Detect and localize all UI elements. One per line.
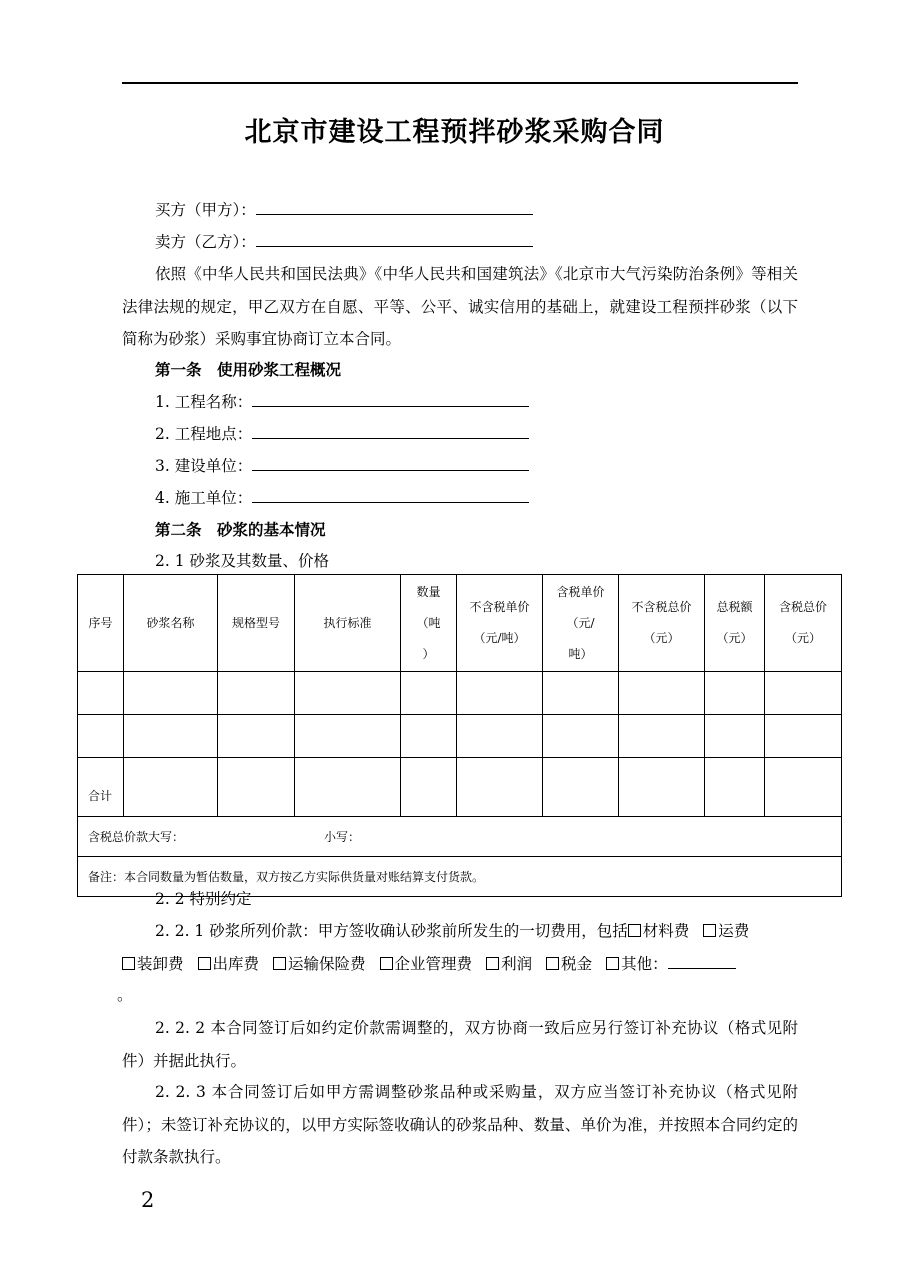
buyer-line [155,198,533,221]
table-cell[interactable] [705,715,765,758]
table-cell[interactable] [705,758,765,817]
header-total-ex-tax-line2: （元） [643,631,680,645]
seller-line [155,230,533,253]
header-total-in-tax-line1: 含税总价 [778,600,827,614]
amount-cell[interactable] [78,817,842,857]
clause-221-line1 [155,920,749,942]
other-blank[interactable] [668,952,736,969]
option-insurance: 运输保险费 [288,955,366,973]
table-row [78,715,842,758]
contractor-label: 4. 施工单位： [155,489,253,507]
buyer-blank [256,198,533,215]
header-name: 砂浆名称 [124,575,218,672]
header-unit-price-in-tax-line2: （元/ [566,615,595,630]
table-cell[interactable] [619,672,705,715]
special-heading: 2. 2 特别约定 [155,890,252,908]
construction-unit-line [155,454,529,477]
option-profit: 利润 [501,955,533,973]
contractor-line [155,486,529,509]
clause-221-line2 [122,952,736,975]
table-cell[interactable] [401,715,457,758]
header-unit-price-ex-tax [457,575,543,672]
table-total-row [78,758,842,817]
checkbox-profit[interactable] [486,957,499,970]
project-name-line [155,390,529,413]
project-name-blank [252,390,529,407]
clause-221-lead: 2. 2. 1 砂浆所列价款：甲方签收确认砂浆前所发生的一切费用，包括 [155,922,628,940]
table-cell[interactable] [124,672,218,715]
header-seq: 序号 [78,575,124,672]
table-cell[interactable] [401,758,457,817]
header-total-ex-tax [619,575,705,672]
project-location-blank [252,422,529,439]
option-loading: 装卸费 [137,955,184,973]
table-cell[interactable] [295,715,401,758]
table-cell[interactable] [218,672,295,715]
table-row [78,672,842,715]
header-unit-price-in-tax [543,575,619,672]
checkbox-other[interactable] [606,957,619,970]
clause-221-end: 。 [117,986,133,1004]
table-cell[interactable] [124,758,218,817]
article2-heading: 第二条 砂浆的基本情况 [155,520,326,539]
clause-223: 2. 2. 3 本合同签订后如甲方需调整砂浆品种或采购量，双方应当签订补充协议（格式见附件）；未签订补充协议的，以甲方实际签收确认的砂浆品种、数量、单价为准，并按照本合同约定的付款条款执行。 [122,1083,798,1166]
table-cell[interactable] [124,715,218,758]
buyer-label: 买方（甲方）： [155,201,256,219]
header-total-tax-line2: （元） [716,631,753,645]
checkbox-tax[interactable] [546,957,559,970]
header-quantity-line2: （吨 [416,615,441,630]
remark-cell: 备注：本合同数量为暂估数量，双方按乙方实际供货量对账结算支付货款。 [78,857,842,897]
amount-upper-label: 含税总价款大写： [88,830,185,844]
table-caption: 2. 1 砂浆及其数量、价格 [155,552,330,570]
header-unit-price-ex-tax-line2: （元/吨） [473,631,526,645]
table-cell[interactable] [78,715,124,758]
header-quantity [401,575,457,672]
header-total-in-tax-line2: （元） [784,631,821,645]
table-cell[interactable] [295,758,401,817]
construction-unit-blank [252,454,529,471]
table-cell[interactable] [78,672,124,715]
table-cell[interactable] [619,715,705,758]
construction-unit-label: 3. 建设单位： [155,457,253,475]
table-header-row [78,575,842,672]
option-material: 材料费 [642,922,690,940]
header-total-tax [705,575,765,672]
option-freight: 运费 [718,922,750,940]
header-unit-price-ex-tax-line1: 不含税单价 [469,600,530,614]
top-rule [122,82,798,84]
header-quantity-line1: 数量 [416,584,441,599]
checkbox-insurance[interactable] [273,957,286,970]
table-cell[interactable] [765,715,842,758]
header-unit-price-in-tax-line1: 含税单价 [556,584,605,599]
header-quantity-line3: ） [422,646,435,661]
contractor-blank [252,486,529,503]
checkbox-material[interactable] [628,924,641,937]
option-other: 其他： [621,955,668,973]
checkbox-management[interactable] [380,957,393,970]
total-label: 合计 [78,758,124,817]
table-cell[interactable] [765,758,842,817]
table-cell[interactable] [543,672,619,715]
header-total-in-tax [765,575,842,672]
article1-heading: 第一条 使用砂浆工程概况 [155,360,342,379]
project-location-label: 2. 工程地点： [155,425,253,443]
table-cell[interactable] [295,672,401,715]
preamble: 依照《中华人民共和国民法典》《中华人民共和国建筑法》《北京市大气污染防治条例》等相关法律法规的规定，甲乙双方在自愿、平等、公平、诚实信用的基础上，就建设工程预拌砂浆（以下简称为砂浆）采购事宜协商订立本合同。 [122,265,798,348]
table-cell[interactable] [765,672,842,715]
option-outbound: 出库费 [212,955,260,973]
table-cell[interactable] [543,715,619,758]
amount-lower-label: 小写： [324,830,361,844]
page-title: 北京市建设工程预拌砂浆采购合同 [244,117,665,148]
table-cell[interactable] [543,758,619,817]
page-number: 2 [141,1188,155,1212]
amount-row [78,817,842,857]
clause-222: 2. 2. 2 本合同签订后如约定价款需调整的，双方协商一致后应另行签订补充协议（格式见附件）并据此执行。 [122,1019,798,1070]
seller-label: 卖方（乙方）： [155,233,256,251]
seller-blank [256,230,533,247]
table-cell[interactable] [705,672,765,715]
header-total-ex-tax-line1: 不含税总价 [631,600,692,614]
header-total-tax-line1: 总税额 [716,600,753,614]
table-cell[interactable] [218,715,295,758]
checkbox-loading[interactable] [122,957,135,970]
project-name-label: 1. 工程名称： [155,393,253,411]
header-unit-price-in-tax-line3: 吨） [568,646,593,661]
mortar-price-table [77,574,842,897]
checkbox-freight[interactable] [703,924,716,937]
table-cell[interactable] [457,672,543,715]
header-spec: 规格型号 [218,575,295,672]
project-location-line [155,422,529,445]
option-management: 企业管理费 [394,955,473,973]
table-cell[interactable] [218,758,295,817]
checkbox-outbound[interactable] [198,957,211,970]
table-cell[interactable] [619,758,705,817]
header-standard: 执行标准 [295,575,401,672]
table-cell[interactable] [457,758,543,817]
table-cell[interactable] [401,672,457,715]
option-tax: 税金 [561,955,593,973]
table-cell[interactable] [457,715,543,758]
